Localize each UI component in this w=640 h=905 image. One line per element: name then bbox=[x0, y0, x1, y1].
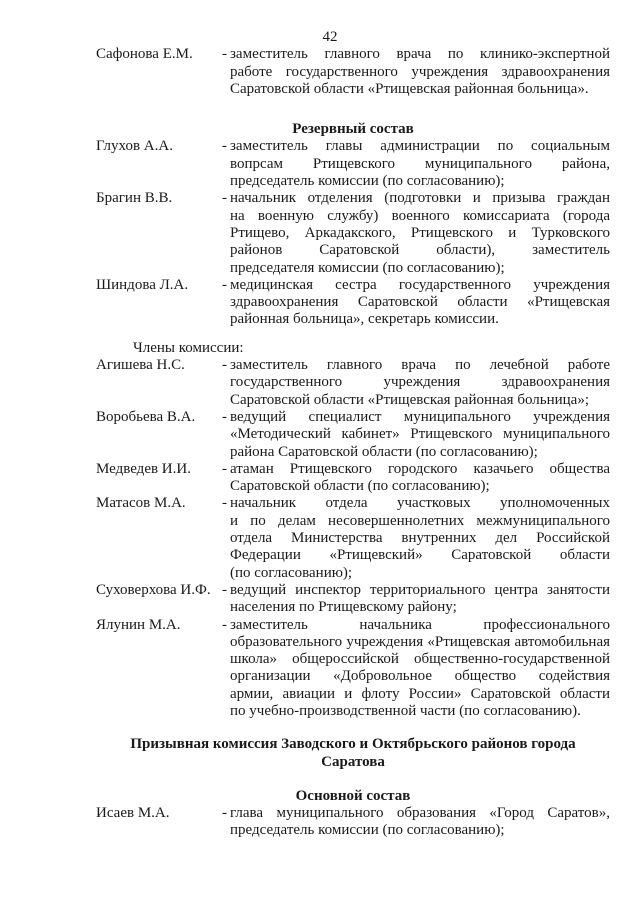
position-line: отдела Министерства внутренних дел Российской bbox=[230, 530, 610, 547]
position-line: заместитель главного врача по клинико-экспертной bbox=[230, 46, 610, 63]
member-name: Медведев И.И. bbox=[96, 460, 191, 477]
dash-separator: - bbox=[222, 190, 227, 207]
position-line: заместитель главы администрации по социальным bbox=[230, 138, 610, 155]
dash-separator: - bbox=[222, 495, 227, 512]
member-name: Шиндова Л.А. bbox=[96, 276, 189, 293]
position-line: ведущий специалист муниципального учреждения bbox=[230, 408, 610, 425]
dash-separator: - bbox=[222, 408, 227, 425]
position-line: медицинская сестра государственного учреждения bbox=[230, 276, 610, 293]
member-position bbox=[230, 46, 610, 98]
position-line: вопрсам Ртищевского муниципального района, bbox=[230, 155, 610, 172]
member-name: Матасов М.А. bbox=[96, 495, 186, 512]
heading-line: Основной состав bbox=[295, 787, 411, 804]
member-name: Глухов А.А. bbox=[96, 138, 173, 155]
member-entry bbox=[96, 409, 610, 461]
position-line: заместитель начальника профессионального bbox=[230, 616, 610, 633]
position-line: организации «Добровольное общество содействия bbox=[230, 668, 610, 685]
dash-separator: - bbox=[222, 276, 227, 293]
member-position bbox=[230, 582, 610, 617]
member-name: Сафонова Е.М. bbox=[96, 46, 193, 63]
member-entry bbox=[96, 138, 610, 190]
position-line: на военную службу) военного комиссариата (города bbox=[230, 207, 610, 224]
position-line: «Методический кабинет» Ртищевского муниципального bbox=[230, 426, 610, 443]
member-name: Воробьева В.А. bbox=[96, 408, 196, 425]
position-line: населения по Ртищевскому району; bbox=[230, 599, 457, 616]
member-position bbox=[230, 495, 610, 581]
member-position bbox=[230, 409, 610, 461]
position-line: Саратовской области (по согласованию); bbox=[230, 478, 490, 495]
dash-separator: - bbox=[222, 138, 227, 155]
members-label: Члены комиссии: bbox=[133, 339, 244, 356]
position-line: заместитель главного врача по лечебной работе bbox=[230, 357, 610, 374]
position-line: ведущий инспектор территориального центра занятости bbox=[230, 581, 610, 598]
member-entry bbox=[96, 617, 610, 721]
position-line: начальник отдела участковых уполномоченных bbox=[230, 495, 610, 512]
position-line: Ртищево, Аркадакского, Ртищевского и Турковского bbox=[230, 224, 610, 241]
member-name: Исаев М.А. bbox=[96, 805, 170, 822]
member-position bbox=[230, 357, 610, 409]
position-line: по учебно-производственной части (по согласованию). bbox=[230, 702, 581, 719]
member-position bbox=[230, 277, 610, 329]
section-heading bbox=[96, 736, 610, 771]
member-entry bbox=[96, 582, 610, 617]
position-line: здравоохранения Саратовской области «Ртищевская bbox=[230, 294, 610, 311]
position-line: Саратовской области «Ртищевская районная больница». bbox=[230, 80, 589, 97]
position-line: образовательного учреждения «Ртищевская автомобильная bbox=[230, 633, 610, 650]
member-entry bbox=[96, 805, 610, 840]
member-position bbox=[230, 190, 610, 276]
dash-separator: - bbox=[222, 357, 227, 374]
member-name: Ялунин М.А. bbox=[96, 616, 181, 633]
position-line: Федерации «Ртищевский» Саратовской области bbox=[230, 547, 610, 564]
member-name: Агишева Н.С. bbox=[96, 357, 185, 374]
position-line: государственного учреждения здравоохранения bbox=[230, 374, 610, 391]
section-heading bbox=[96, 121, 610, 138]
position-line: председатель комиссии (по согласованию); bbox=[230, 822, 505, 839]
position-line: районов Саратовской области), заместитель bbox=[230, 242, 610, 259]
position-line: Саратовской области «Ртищевская районная больница»; bbox=[230, 391, 590, 408]
position-line: работе государственного учреждения здравоохранения bbox=[230, 63, 610, 80]
position-line: района Саратовской области (по согласованию); bbox=[230, 443, 538, 460]
heading-line: Призывная комиссия Заводского и Октябрьского районов города bbox=[130, 736, 576, 753]
position-line: атаман Ртищевского городского казачьего общества bbox=[230, 460, 610, 477]
page-number: 42 bbox=[322, 29, 338, 45]
position-line: председателя комиссии (по согласованию); bbox=[230, 259, 505, 276]
position-line: (по согласованию); bbox=[230, 564, 353, 581]
position-line: глава муниципального образования «Город Саратов», bbox=[230, 805, 610, 822]
dash-separator: - bbox=[222, 460, 227, 477]
member-entry bbox=[96, 190, 610, 276]
position-line: и по делам несовершеннолетних межмуниципального bbox=[230, 512, 610, 529]
dash-separator: - bbox=[222, 805, 227, 822]
heading-line: Резервный состав bbox=[292, 121, 414, 138]
position-line: армии, авиации и флоту России» Саратовской области bbox=[230, 685, 610, 702]
member-name: Брагин В.В. bbox=[96, 190, 173, 207]
dash-separator: - bbox=[222, 46, 227, 63]
dash-separator: - bbox=[222, 581, 227, 598]
document-body bbox=[0, 46, 640, 839]
position-line: председатель комиссии (по согласованию); bbox=[230, 173, 505, 190]
member-position bbox=[230, 461, 610, 496]
member-entry bbox=[96, 357, 610, 409]
member-entry bbox=[96, 495, 610, 581]
position-line: начальник отделения (подготовки и призыва граждан bbox=[230, 190, 610, 207]
position-line: школа» общероссийской общественно-государственной bbox=[230, 651, 610, 668]
position-line: районная больница», секретарь комиссии. bbox=[230, 311, 499, 328]
member-entry bbox=[96, 461, 610, 496]
member-position bbox=[230, 138, 610, 190]
section-heading bbox=[96, 788, 610, 805]
member-position bbox=[230, 805, 610, 840]
member-position bbox=[230, 617, 610, 721]
member-entry bbox=[96, 46, 610, 98]
member-name: Суховерхова И.Ф. bbox=[96, 581, 211, 598]
member-entry bbox=[96, 277, 610, 329]
heading-line: Саратова bbox=[321, 753, 385, 770]
dash-separator: - bbox=[222, 616, 227, 633]
